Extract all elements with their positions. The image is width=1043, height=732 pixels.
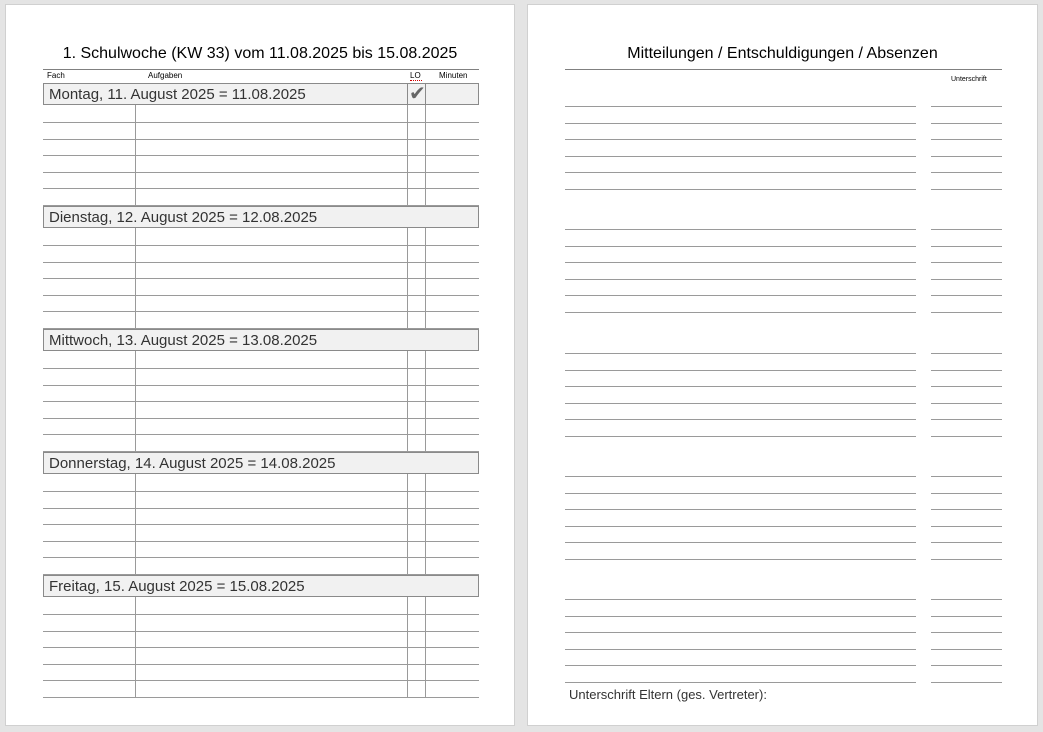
- checkmark-icon: ✔: [409, 83, 426, 105]
- signature-line: [931, 123, 1002, 124]
- spellcheck-underline: [410, 80, 422, 81]
- note-line: [565, 229, 916, 230]
- note-line: [565, 599, 916, 600]
- note-line: [565, 123, 916, 124]
- signature-line: [931, 279, 1002, 280]
- task-row-line: [43, 508, 479, 509]
- task-row-line: [43, 311, 479, 312]
- signature-column-header: Unterschrift: [951, 76, 987, 83]
- column-divider: [425, 474, 426, 574]
- note-line: [565, 649, 916, 650]
- day-header: [43, 575, 479, 597]
- signature-line: [931, 172, 1002, 173]
- signature-line: [931, 262, 1002, 263]
- task-row-line: [43, 541, 479, 542]
- note-line: [565, 632, 916, 633]
- note-line: [565, 106, 916, 107]
- signature-line: [931, 632, 1002, 633]
- column-header-aufgaben: Aufgaben: [148, 71, 183, 80]
- column-divider: [407, 474, 408, 574]
- column-divider: [135, 474, 136, 574]
- note-line: [565, 665, 916, 666]
- task-row-line: [43, 418, 479, 419]
- note-line: [565, 493, 916, 494]
- column-divider: [425, 351, 426, 451]
- signature-line: [931, 386, 1002, 387]
- signature-line: [931, 246, 1002, 247]
- column-divider: [425, 105, 426, 205]
- signature-line: [931, 509, 1002, 510]
- task-row-line: [43, 172, 479, 173]
- column-header-fach: Fach: [47, 71, 65, 80]
- weekly-planner-page: [5, 4, 515, 726]
- signature-line: [931, 353, 1002, 354]
- note-line: [565, 353, 916, 354]
- signature-line: [931, 229, 1002, 230]
- note-line: [565, 279, 916, 280]
- header-rule: [565, 69, 1002, 70]
- task-row-line: [43, 680, 479, 681]
- task-row-line: [43, 139, 479, 140]
- day-label: Montag, 11. August 2025 = 11.08.2025: [49, 86, 306, 103]
- note-line: [565, 246, 916, 247]
- day-header: [43, 206, 479, 228]
- task-row-line: [43, 295, 479, 296]
- day-header: [43, 329, 479, 351]
- task-row-line: [43, 614, 479, 615]
- note-line: [565, 682, 916, 683]
- column-header-lo: LO: [410, 71, 421, 80]
- column-divider: [425, 597, 426, 697]
- note-line: [565, 542, 916, 543]
- note-line: [565, 616, 916, 617]
- task-row-line: [43, 434, 479, 435]
- signature-line: [931, 665, 1002, 666]
- task-row-line: [43, 491, 479, 492]
- column-divider: [425, 228, 426, 328]
- parent-signature-label: Unterschrift Eltern (ges. Vertreter):: [569, 687, 767, 702]
- task-row-line: [43, 664, 479, 665]
- note-line: [565, 312, 916, 313]
- signature-line: [931, 493, 1002, 494]
- note-line: [565, 139, 916, 140]
- day-header-separator: [407, 84, 408, 104]
- signature-line: [931, 419, 1002, 420]
- column-divider: [407, 105, 408, 205]
- task-row-line: [43, 647, 479, 648]
- header-rule: [43, 69, 479, 70]
- column-divider: [135, 351, 136, 451]
- task-row-line: [43, 557, 479, 558]
- task-row-line: [43, 155, 479, 156]
- note-line: [565, 172, 916, 173]
- note-line: [565, 509, 916, 510]
- column-divider: [407, 228, 408, 328]
- day-label: Dienstag, 12. August 2025 = 12.08.2025: [49, 209, 318, 226]
- signature-line: [931, 403, 1002, 404]
- column-header-minuten: Minuten: [439, 71, 468, 80]
- note-line: [565, 436, 916, 437]
- signature-line: [931, 139, 1002, 140]
- signature-line: [931, 476, 1002, 477]
- day-header: [43, 452, 479, 474]
- note-line: [565, 156, 916, 157]
- signature-line: [931, 370, 1002, 371]
- task-row-line: [43, 245, 479, 246]
- signature-line: [931, 106, 1002, 107]
- column-divider: [135, 228, 136, 328]
- column-divider: [407, 597, 408, 697]
- note-line: [565, 559, 916, 560]
- task-row-line: [43, 524, 479, 525]
- note-line: [565, 262, 916, 263]
- signature-line: [931, 559, 1002, 560]
- task-row-line: [43, 631, 479, 632]
- notes-title: Mitteilungen / Entschuldigungen / Absenzen: [627, 45, 938, 62]
- signature-line: [931, 599, 1002, 600]
- task-row-line: [43, 188, 479, 189]
- column-divider: [135, 105, 136, 205]
- task-row-line: [43, 385, 479, 386]
- signature-line: [931, 682, 1002, 683]
- task-row-line: [43, 697, 479, 698]
- note-line: [565, 476, 916, 477]
- note-line: [565, 386, 916, 387]
- signature-line: [931, 295, 1002, 296]
- task-row-line: [43, 401, 479, 402]
- signature-line: [931, 436, 1002, 437]
- note-line: [565, 295, 916, 296]
- task-row-line: [43, 262, 479, 263]
- signature-line: [931, 189, 1002, 190]
- column-divider: [407, 351, 408, 451]
- note-line: [565, 526, 916, 527]
- signature-line: [931, 542, 1002, 543]
- note-line: [565, 403, 916, 404]
- signature-line: [931, 312, 1002, 313]
- notes-page: [527, 4, 1038, 726]
- day-label: Mittwoch, 13. August 2025 = 13.08.2025: [49, 332, 318, 349]
- task-row-line: [43, 368, 479, 369]
- signature-line: [931, 156, 1002, 157]
- signature-line: [931, 649, 1002, 650]
- signature-line: [931, 526, 1002, 527]
- page-title: 1. Schulwoche (KW 33) vom 11.08.2025 bis 15.08.2025: [62, 45, 458, 62]
- note-line: [565, 189, 916, 190]
- note-line: [565, 370, 916, 371]
- task-row-line: [43, 122, 479, 123]
- note-line: [565, 419, 916, 420]
- signature-line: [931, 616, 1002, 617]
- column-divider: [135, 597, 136, 697]
- task-row-line: [43, 278, 479, 279]
- day-label: Freitag, 15. August 2025 = 15.08.2025: [49, 578, 305, 595]
- day-label: Donnerstag, 14. August 2025 = 14.08.2025: [49, 455, 336, 472]
